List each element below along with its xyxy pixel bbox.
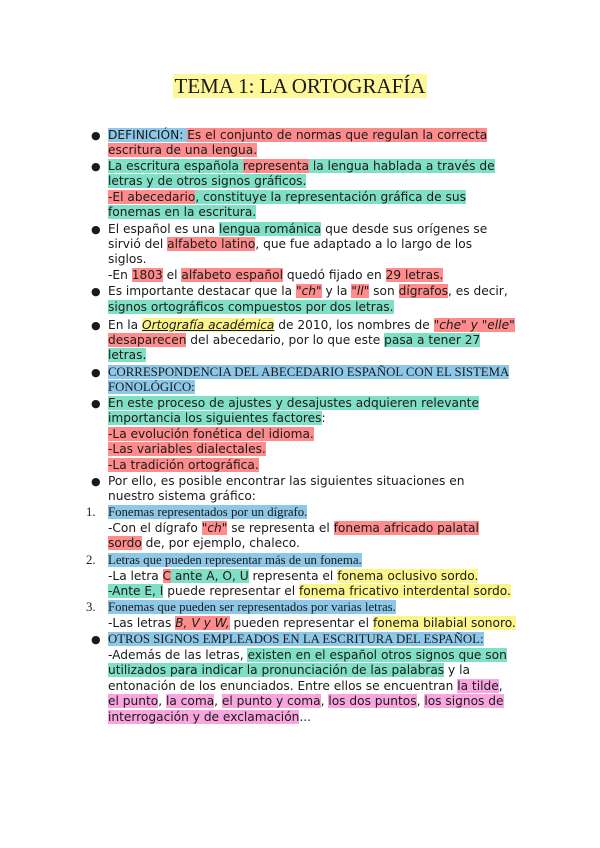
section-heading: OTROS SIGNOS EMPLEADOS EN LA ESCRITURA DEL ESPAÑOL: xyxy=(108,632,484,646)
text-line: letras. xyxy=(108,348,147,362)
text-line: el punto, la coma, el punto y coma, los dos puntos, los signos de xyxy=(108,694,504,708)
numbered-heading: Fonemas que pueden ser representados por varias letras. xyxy=(108,600,396,614)
text-line: -Las letras B, V y W, pueden representar el fonema bilabial sonoro. xyxy=(108,616,516,630)
text-line: -Ante E, I puede representar el fonema fricativo interdental sordo. xyxy=(108,584,511,598)
text-line: sordo de, por ejemplo, chaleco. xyxy=(108,536,300,550)
text-line: letras y de otros signos gráficos. xyxy=(108,174,307,188)
text-line: -La evolución fonética del idioma. xyxy=(108,427,314,441)
bullet-icon: ● xyxy=(91,160,101,173)
bullet-icon: ● xyxy=(91,129,101,142)
bullet-icon: ● xyxy=(91,475,101,488)
text-line: -Además de las letras, existen en el español otros signos que son xyxy=(108,648,507,662)
bullet-icon: ● xyxy=(91,366,101,379)
text-line: fonemas en la escritura. xyxy=(108,205,257,219)
text-line: Por ello, es posible encontrar las siguientes situaciones en xyxy=(108,474,465,488)
list-number: 3. xyxy=(86,600,96,614)
section-heading: CORRESPONDENCIA DEL ABECEDARIO ESPAÑOL CON EL SISTEMA xyxy=(108,365,510,379)
page-title: TEMA 1: LA ORTOGRAFÍA xyxy=(174,74,426,98)
text-line: -La letra C ante A, O, U representa el fonema oclusivo sordo. xyxy=(108,569,479,583)
bullet-icon: ● xyxy=(91,397,101,410)
text-line: Es importante destacar que la "ch" y la "ll" son dígrafos, es decir, xyxy=(108,284,508,298)
text-line: En la Ortografía académica de 2010, los nombres de "che" y "elle" xyxy=(108,318,515,332)
text-line: El español es una lengua románica que desde sus orígenes se xyxy=(108,222,488,236)
text-line: DEFINICIÓN: Es el conjunto de normas que regulan la correcta xyxy=(108,128,488,142)
text-line: -Las variables dialectales. xyxy=(108,442,266,456)
list-number: 1. xyxy=(86,505,96,519)
text-line: interrogación y de exclamación... xyxy=(108,710,311,724)
text-line: nuestro sistema gráfico: xyxy=(108,489,256,503)
numbered-heading: Fonemas representados por un dígrafo. xyxy=(108,505,308,519)
bullet-icon: ● xyxy=(91,633,101,646)
text-line: siglos. xyxy=(108,252,147,266)
text-line: utilizados para indicar la pronunciación de las palabras y la xyxy=(108,663,470,677)
bullet-icon: ● xyxy=(91,319,101,332)
bullet-icon: ● xyxy=(91,285,101,298)
text-line: escritura de una lengua. xyxy=(108,143,258,157)
text-line: signos ortográficos compuestos por dos letras. xyxy=(108,300,394,314)
bullet-icon: ● xyxy=(91,223,101,236)
numbered-heading: Letras que pueden representar más de un fonema. xyxy=(108,553,362,567)
text-line: sirvió del alfabeto latino, que fue adaptado a lo largo de los xyxy=(108,237,473,251)
list-number: 2. xyxy=(86,553,96,567)
text-line: -En 1803 el alfabeto español quedó fijado en 29 letras. xyxy=(108,268,444,282)
text-line: importancia los siguientes factores: xyxy=(108,411,326,425)
text-line: -El abecedario, constituye la representación gráfica de sus xyxy=(108,190,466,204)
section-heading: FONOLÓGICO: xyxy=(108,380,195,394)
text-line: desaparecen del abecedario, por lo que este pasa a tener 27 xyxy=(108,333,481,347)
text-line: -Con el dígrafo "ch" se representa el fonema africado palatal xyxy=(108,521,479,535)
text-line: -La tradición ortográfica. xyxy=(108,458,259,472)
text-line: En este proceso de ajustes y desajustes adquieren relevante xyxy=(108,396,479,410)
text-line: La escritura española representa la lengua hablada a través de xyxy=(108,159,495,173)
text-line: entonación de los enunciados. Entre ellos se encuentran la tilde, xyxy=(108,679,503,693)
